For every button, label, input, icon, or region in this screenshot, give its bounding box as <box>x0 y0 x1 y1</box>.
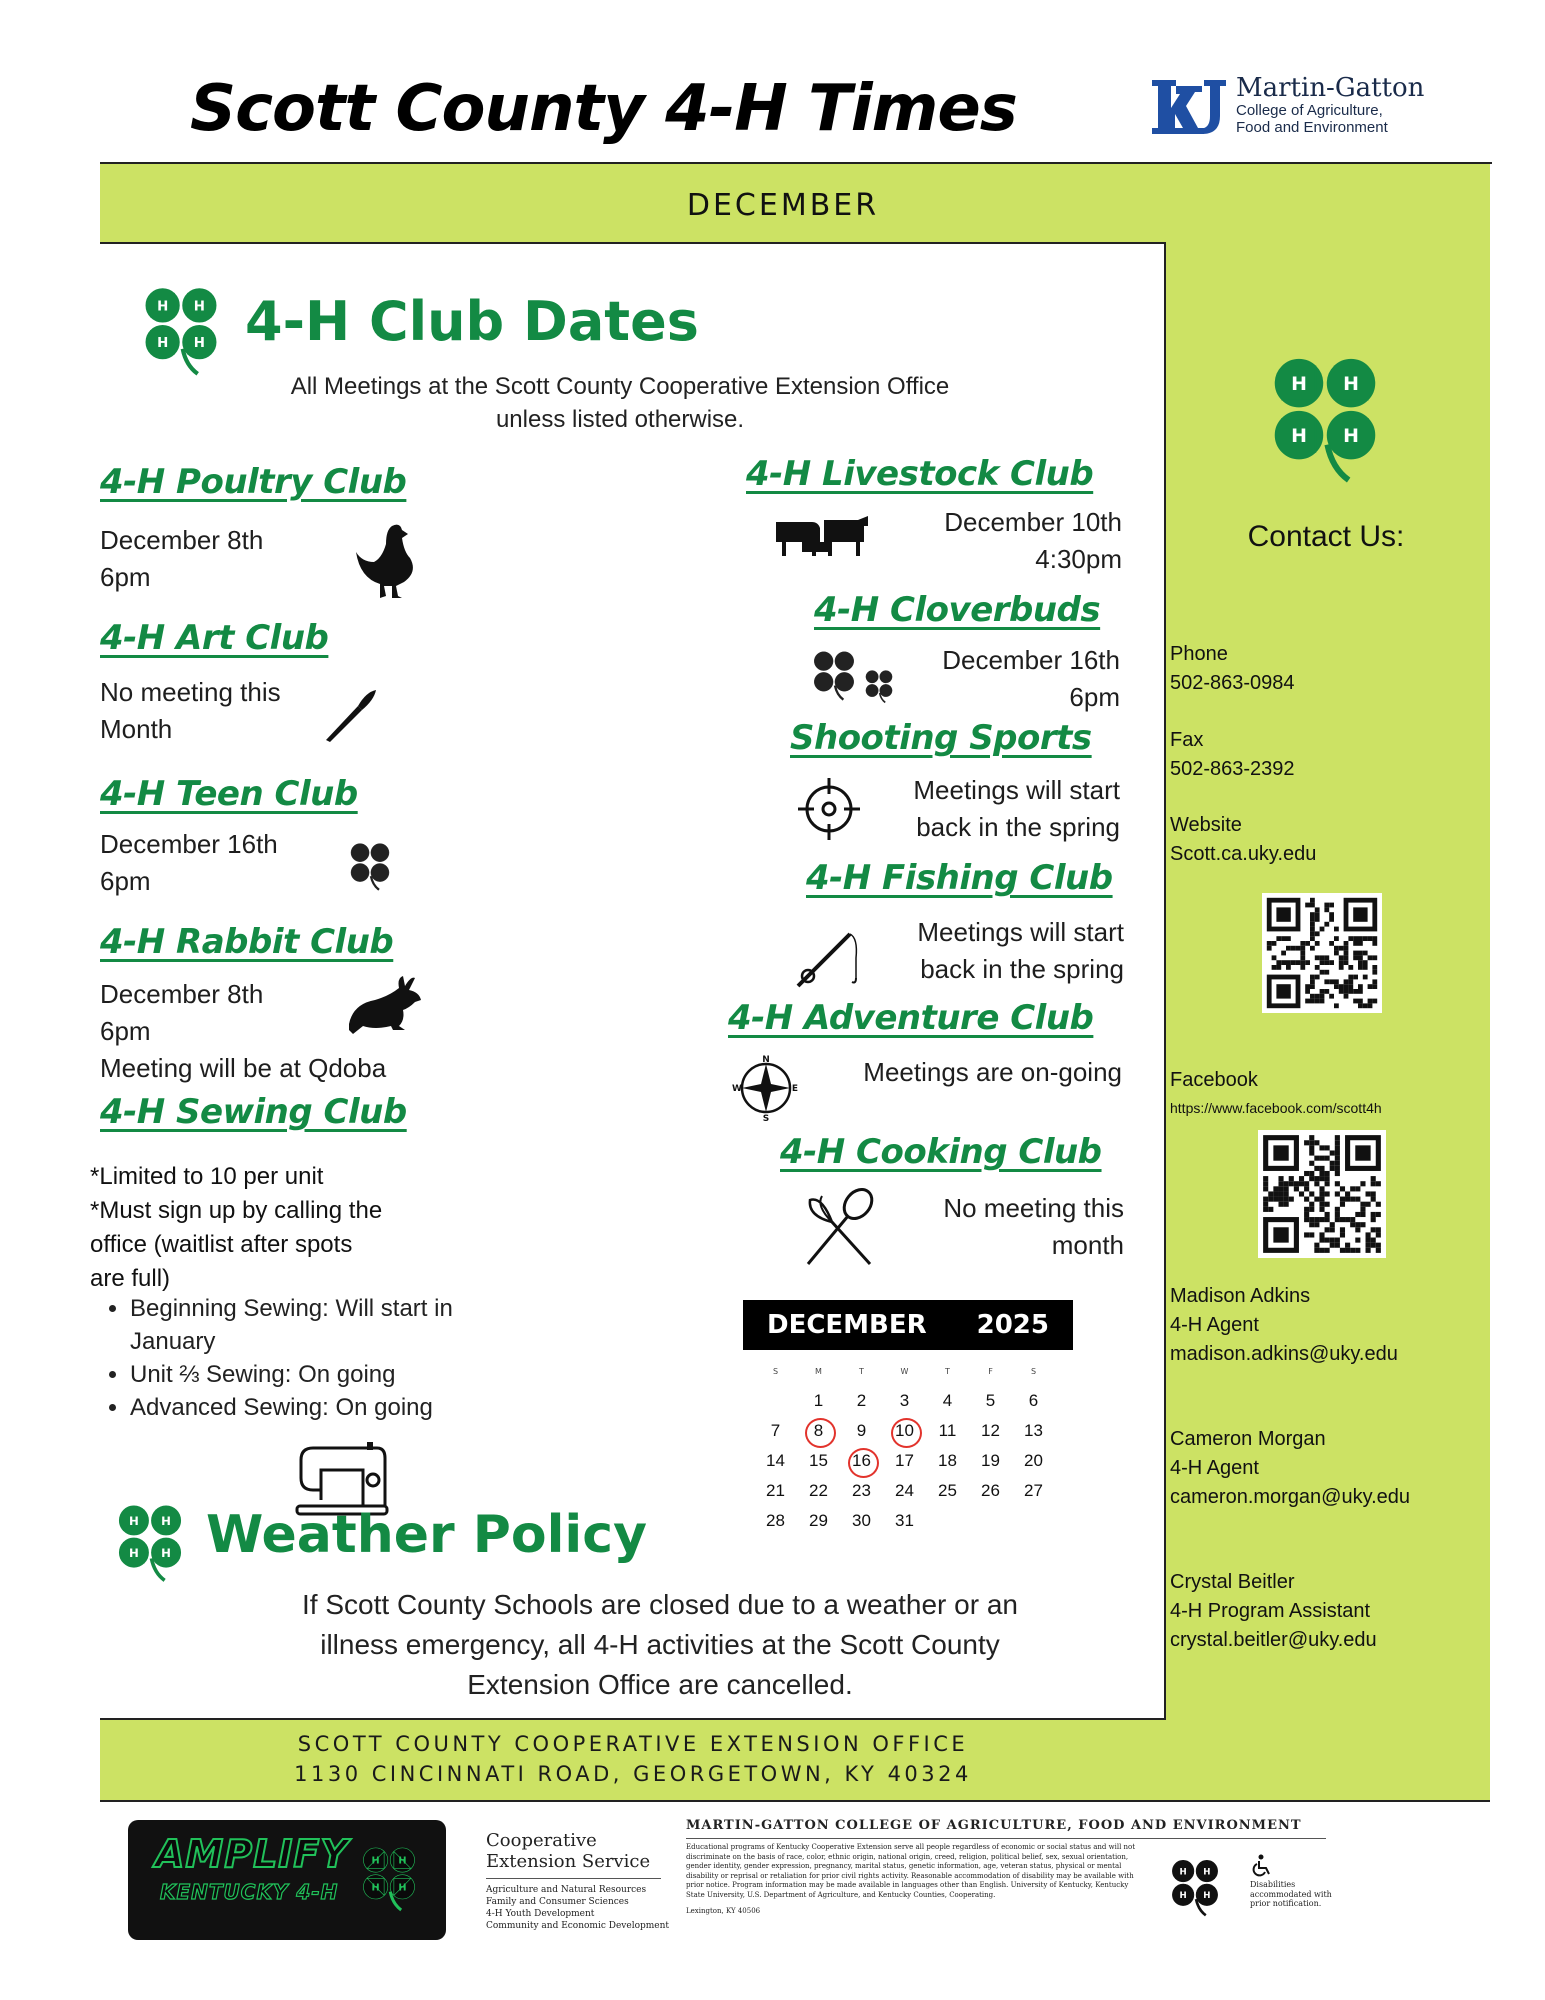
newsletter-title: Scott County 4-H Times <box>190 72 1017 146</box>
rabbit-location: Meeting will be at Qdoba <box>100 1053 387 1083</box>
calendar-day: 14 <box>766 1451 785 1470</box>
calendar-day: 22 <box>809 1481 828 1500</box>
ces-item: 4-H Youth Development <box>486 1909 595 1919</box>
calendar-day: 1 <box>813 1391 824 1410</box>
svg-text:N: N <box>762 1055 770 1065</box>
sewing-club-title: 4-H Sewing Club <box>100 1092 407 1132</box>
person-name: Crystal Beitler <box>1170 1571 1295 1593</box>
contact-person-2 <box>1170 1425 1410 1512</box>
december-calendar <box>743 1300 1073 1536</box>
compass-icon <box>732 1054 800 1122</box>
weekday-label: T <box>859 1367 864 1376</box>
nondiscrimination-text: Educational programs of Kentucky Cooperative Extension serve all people regardless of economic or social status and will not discriminate on the basis of race, color, ethnic origin, national origin, creed, religion, political belief, sex, sexual orientation, gender identity, gender expression, pregnancy, marital status, genetic information, age, veteran status, physical or mental disability or reprisal or retaliation for prior civil rights activity. Reasonable accommodation of disability may be available with prior notice. Program information may be made available in languages other than English. University of Kentucky, Kentucky State University, U.S. Department of Agriculture, and Kentucky Counties, Cooperating. <box>686 1843 1136 1899</box>
shooting-sports-title: Shooting Sports <box>790 718 1092 758</box>
svg-text:H: H <box>129 1545 139 1560</box>
calendar-day-highlighted: 10 <box>883 1416 926 1446</box>
svg-text:E: E <box>791 1084 799 1094</box>
ces-item: Community and Economic Development <box>486 1921 670 1931</box>
calendar-blank <box>754 1386 797 1416</box>
livestock-icon <box>772 512 872 560</box>
clover-icon <box>110 1500 190 1584</box>
fax-number: 502-863-2392 <box>1170 758 1295 780</box>
svg-text:S: S <box>762 1114 770 1122</box>
facebook-qr-code <box>1258 1130 1386 1258</box>
facebook-label: Facebook <box>1170 1069 1258 1091</box>
svg-text:H: H <box>193 299 205 315</box>
person-role: 4-H Agent <box>1170 1457 1259 1479</box>
calendar-day: 4 <box>942 1391 953 1410</box>
rabbit-icon <box>345 974 427 1036</box>
facebook-link[interactable]: https://www.facebook.com/scott4h <box>1170 1100 1382 1116</box>
calendar-year: 2025 <box>976 1310 1049 1340</box>
calendar-day: 29 <box>809 1511 828 1530</box>
calendar-grid <box>743 1358 1073 1536</box>
svg-text:H: H <box>371 1855 380 1867</box>
lexington-address: Lexington, KY 40506 <box>686 1907 761 1915</box>
sewing-class-list <box>130 1292 470 1424</box>
calendar-day: 7 <box>770 1421 781 1440</box>
website-link[interactable]: Scott.ca.uky.edu <box>1170 843 1317 865</box>
livestock-club-info <box>860 504 1122 578</box>
svg-text:H: H <box>1179 1867 1187 1878</box>
svg-text:H: H <box>1291 373 1307 396</box>
amplify-subtitle: KENTUCKY 4-H <box>160 1880 339 1904</box>
weekday-label: F <box>988 1367 993 1376</box>
svg-text:H: H <box>161 1513 171 1528</box>
clover-icon <box>1166 1856 1224 1918</box>
weekday-label: S <box>1030 1367 1037 1376</box>
cloverbuds-title: 4-H Cloverbuds <box>814 590 1101 630</box>
person-role: 4-H Agent <box>1170 1314 1259 1336</box>
fax-block <box>1170 726 1295 784</box>
svg-text:H: H <box>398 1855 407 1867</box>
target-icon <box>796 776 862 842</box>
logo-line-2: College of Agriculture, <box>1236 102 1383 119</box>
fishing-rod-icon <box>792 928 862 992</box>
svg-text:H: H <box>371 1882 380 1894</box>
calendar-day: 3 <box>899 1391 910 1410</box>
person-email[interactable]: madison.adkins@uky.edu <box>1170 1343 1398 1365</box>
person-email[interactable]: cameron.morgan@uky.edu <box>1170 1486 1411 1508</box>
poultry-club-title: 4-H Poultry Club <box>100 462 407 502</box>
fax-label: Fax <box>1170 729 1204 751</box>
svg-text:H: H <box>129 1513 139 1528</box>
weather-policy-text <box>220 1585 1100 1705</box>
ces-title-2: Extension Service <box>486 1851 651 1872</box>
calendar-day: 25 <box>938 1481 957 1500</box>
calendar-day-highlighted: 16 <box>840 1446 883 1476</box>
website-label: Website <box>1170 814 1242 836</box>
club-dates-intro <box>220 370 1020 436</box>
four-leaf-clover-icon <box>345 840 395 892</box>
calendar-day: 15 <box>809 1451 828 1470</box>
extension-service-logo <box>486 1830 669 1932</box>
svg-text:H: H <box>1343 425 1359 448</box>
cooking-line-1: No meeting this <box>943 1193 1124 1223</box>
teen-club-info <box>100 826 278 900</box>
svg-text:H: H <box>398 1882 407 1894</box>
calendar-header <box>743 1300 1073 1350</box>
rabbit-date: December 8th <box>100 979 264 1009</box>
art-club-title: 4-H Art Club <box>100 618 329 658</box>
college-disclaimer <box>686 1818 1326 1915</box>
cooking-line-2: month <box>1051 1230 1124 1260</box>
list-item: • Beginning Sewing: Will start in January <box>130 1292 470 1358</box>
clover-small-icon <box>862 668 896 704</box>
shooting-line-1: Meetings will start <box>913 775 1120 805</box>
weekday-label: M <box>815 1367 822 1376</box>
uk-logo-icon <box>1150 76 1228 138</box>
rabbit-club-info <box>100 976 386 1087</box>
adventure-club-title: 4-H Adventure Club <box>728 998 1094 1038</box>
whisk-spoon-icon <box>798 1186 880 1268</box>
intro-line-1: All Meetings at the Scott County Cooperative Extension Office <box>290 373 950 400</box>
clover-icon <box>135 282 227 378</box>
svg-text:W: W <box>732 1084 742 1094</box>
calendar-day: 23 <box>852 1481 871 1500</box>
shooting-line-2: back in the spring <box>916 812 1120 842</box>
sewing-note-2: *Must sign up by calling the <box>90 1197 383 1224</box>
svg-text:H: H <box>1203 1867 1211 1878</box>
svg-text:H: H <box>1291 425 1307 448</box>
weather-line-3: Extension Office are cancelled. <box>467 1669 853 1700</box>
livestock-time: 4:30pm <box>1035 544 1122 574</box>
calendar-day: 27 <box>1024 1481 1043 1500</box>
svg-text:H: H <box>1343 373 1359 396</box>
adventure-line-1: Meetings are on-going <box>863 1057 1122 1087</box>
weekday-label: S <box>772 1367 779 1376</box>
svg-text:H: H <box>157 299 169 315</box>
phone-number[interactable]: 502-863-0984 <box>1170 672 1295 694</box>
ces-item: Family and Consumer Sciences <box>486 1897 629 1907</box>
chicken-icon <box>352 522 418 600</box>
calendar-day: 21 <box>766 1481 785 1500</box>
art-club-info <box>100 674 281 748</box>
weather-line-1: If Scott County Schools are closed due to a weather or an <box>302 1589 1018 1620</box>
person-email[interactable]: crystal.beitler@uky.edu <box>1170 1629 1377 1651</box>
office-address: 1130 CINCINNATI ROAD, GEORGETOWN, KY 40324 <box>294 1762 972 1786</box>
teen-time: 6pm <box>100 866 151 896</box>
fishing-line-2: back in the spring <box>920 954 1124 984</box>
rabbit-club-title: 4-H Rabbit Club <box>100 922 394 962</box>
calendar-day: 28 <box>766 1511 785 1530</box>
clover-icon <box>356 1843 422 1913</box>
office-name: SCOTT COUNTY COOPERATIVE EXTENSION OFFICE <box>297 1732 969 1756</box>
paintbrush-icon <box>322 688 378 744</box>
calendar-day: 18 <box>938 1451 957 1470</box>
logo-line-3: Food and Environment <box>1236 119 1388 136</box>
cloverbuds-date: December 16th <box>942 645 1120 675</box>
college-name: MARTIN-GATTON COLLEGE OF AGRICULTURE, FOOD AND ENVIRONMENT <box>686 1818 1302 1833</box>
svg-text:H: H <box>161 1545 171 1560</box>
calendar-day: 12 <box>981 1421 1000 1440</box>
logo-line-1: Martin-Gatton <box>1236 73 1425 103</box>
svg-text:H: H <box>1203 1891 1211 1902</box>
sewing-note-1: *Limited to 10 per unit <box>90 1163 324 1190</box>
calendar-day: 31 <box>895 1511 914 1530</box>
weekday-label: T <box>945 1367 950 1376</box>
livestock-date: December 10th <box>944 507 1122 537</box>
svg-text:H: H <box>193 336 205 352</box>
cloverbuds-info <box>880 642 1120 716</box>
art-line-1: No meeting this <box>100 677 281 707</box>
calendar-day: 9 <box>856 1421 867 1440</box>
fishing-line-1: Meetings will start <box>917 917 1124 947</box>
clover-large-icon <box>808 648 860 702</box>
website-block <box>1170 811 1316 869</box>
calendar-day: 11 <box>938 1421 957 1440</box>
poultry-date: December 8th <box>100 525 264 555</box>
calendar-day: 26 <box>981 1481 1000 1500</box>
contact-person-1 <box>1170 1282 1398 1369</box>
poultry-time: 6pm <box>100 562 151 592</box>
list-item: • Unit ⅔ Sewing: On going <box>130 1358 470 1391</box>
cloverbuds-time: 6pm <box>1069 682 1120 712</box>
weekday-label: W <box>900 1367 909 1376</box>
club-dates-heading: 4-H Club Dates <box>245 290 699 353</box>
list-item: • Advanced Sewing: On going <box>130 1391 470 1424</box>
calendar-day-highlighted: 8 <box>797 1416 840 1446</box>
ces-title-1: Cooperative <box>486 1830 597 1851</box>
disabilities-note: Disabilities accommodated with prior notification. <box>1250 1880 1332 1908</box>
teen-date: December 16th <box>100 829 278 859</box>
sewing-note-4: are full) <box>90 1265 171 1292</box>
website-qr-code <box>1262 893 1382 1013</box>
contact-heading: Contact Us: <box>1247 520 1405 553</box>
person-name: Cameron Morgan <box>1170 1428 1326 1450</box>
clover-icon <box>1260 350 1390 486</box>
calendar-day: 5 <box>985 1391 996 1410</box>
weather-policy-heading: Weather Policy <box>206 1505 647 1565</box>
fishing-club-title: 4-H Fishing Club <box>806 858 1113 898</box>
calendar-month: DECEMBER <box>767 1310 927 1340</box>
amplify-logo-text: AMPLIFY <box>155 1832 349 1876</box>
calendar-day: 24 <box>895 1481 914 1500</box>
calendar-day: 19 <box>981 1451 1000 1470</box>
facebook-block <box>1170 1066 1258 1095</box>
calendar-day: 13 <box>1024 1421 1043 1440</box>
intro-line-2: unless listed otherwise. <box>495 406 745 433</box>
phone-block <box>1170 640 1295 698</box>
weather-line-2: illness emergency, all 4-H activities at the Scott County <box>320 1629 1000 1660</box>
teen-club-title: 4-H Teen Club <box>100 774 358 814</box>
art-line-2: Month <box>100 714 173 744</box>
shooting-sports-info <box>860 772 1120 846</box>
calendar-day: 30 <box>852 1511 871 1530</box>
person-role: 4-H Program Assistant <box>1170 1600 1371 1622</box>
calendar-day: 17 <box>895 1451 914 1470</box>
month-banner: DECEMBER <box>686 188 880 223</box>
phone-label: Phone <box>1170 643 1228 665</box>
calendar-day: 6 <box>1028 1391 1039 1410</box>
rabbit-time: 6pm <box>100 1016 151 1046</box>
wheelchair-icon <box>1250 1854 1274 1878</box>
cooking-club-title: 4-H Cooking Club <box>780 1132 1102 1172</box>
college-divider <box>686 1838 1326 1839</box>
calendar-day: 20 <box>1024 1451 1043 1470</box>
college-logo-text <box>1236 74 1424 136</box>
cooking-club-info <box>880 1190 1124 1264</box>
sewing-club-notes <box>90 1160 382 1296</box>
poultry-club-info <box>100 522 263 596</box>
fishing-club-info <box>860 914 1124 988</box>
calendar-day: 2 <box>856 1391 867 1410</box>
ces-item: Agriculture and Natural Resources <box>486 1885 647 1895</box>
ces-divider <box>486 1878 661 1879</box>
svg-text:H: H <box>157 336 169 352</box>
sewing-note-3: office (waitlist after spots <box>90 1231 353 1258</box>
contact-person-3 <box>1170 1568 1377 1655</box>
svg-text:H: H <box>1179 1891 1187 1902</box>
person-name: Madison Adkins <box>1170 1285 1311 1307</box>
adventure-club-info <box>800 1054 1122 1091</box>
livestock-club-title: 4-H Livestock Club <box>746 454 1094 494</box>
